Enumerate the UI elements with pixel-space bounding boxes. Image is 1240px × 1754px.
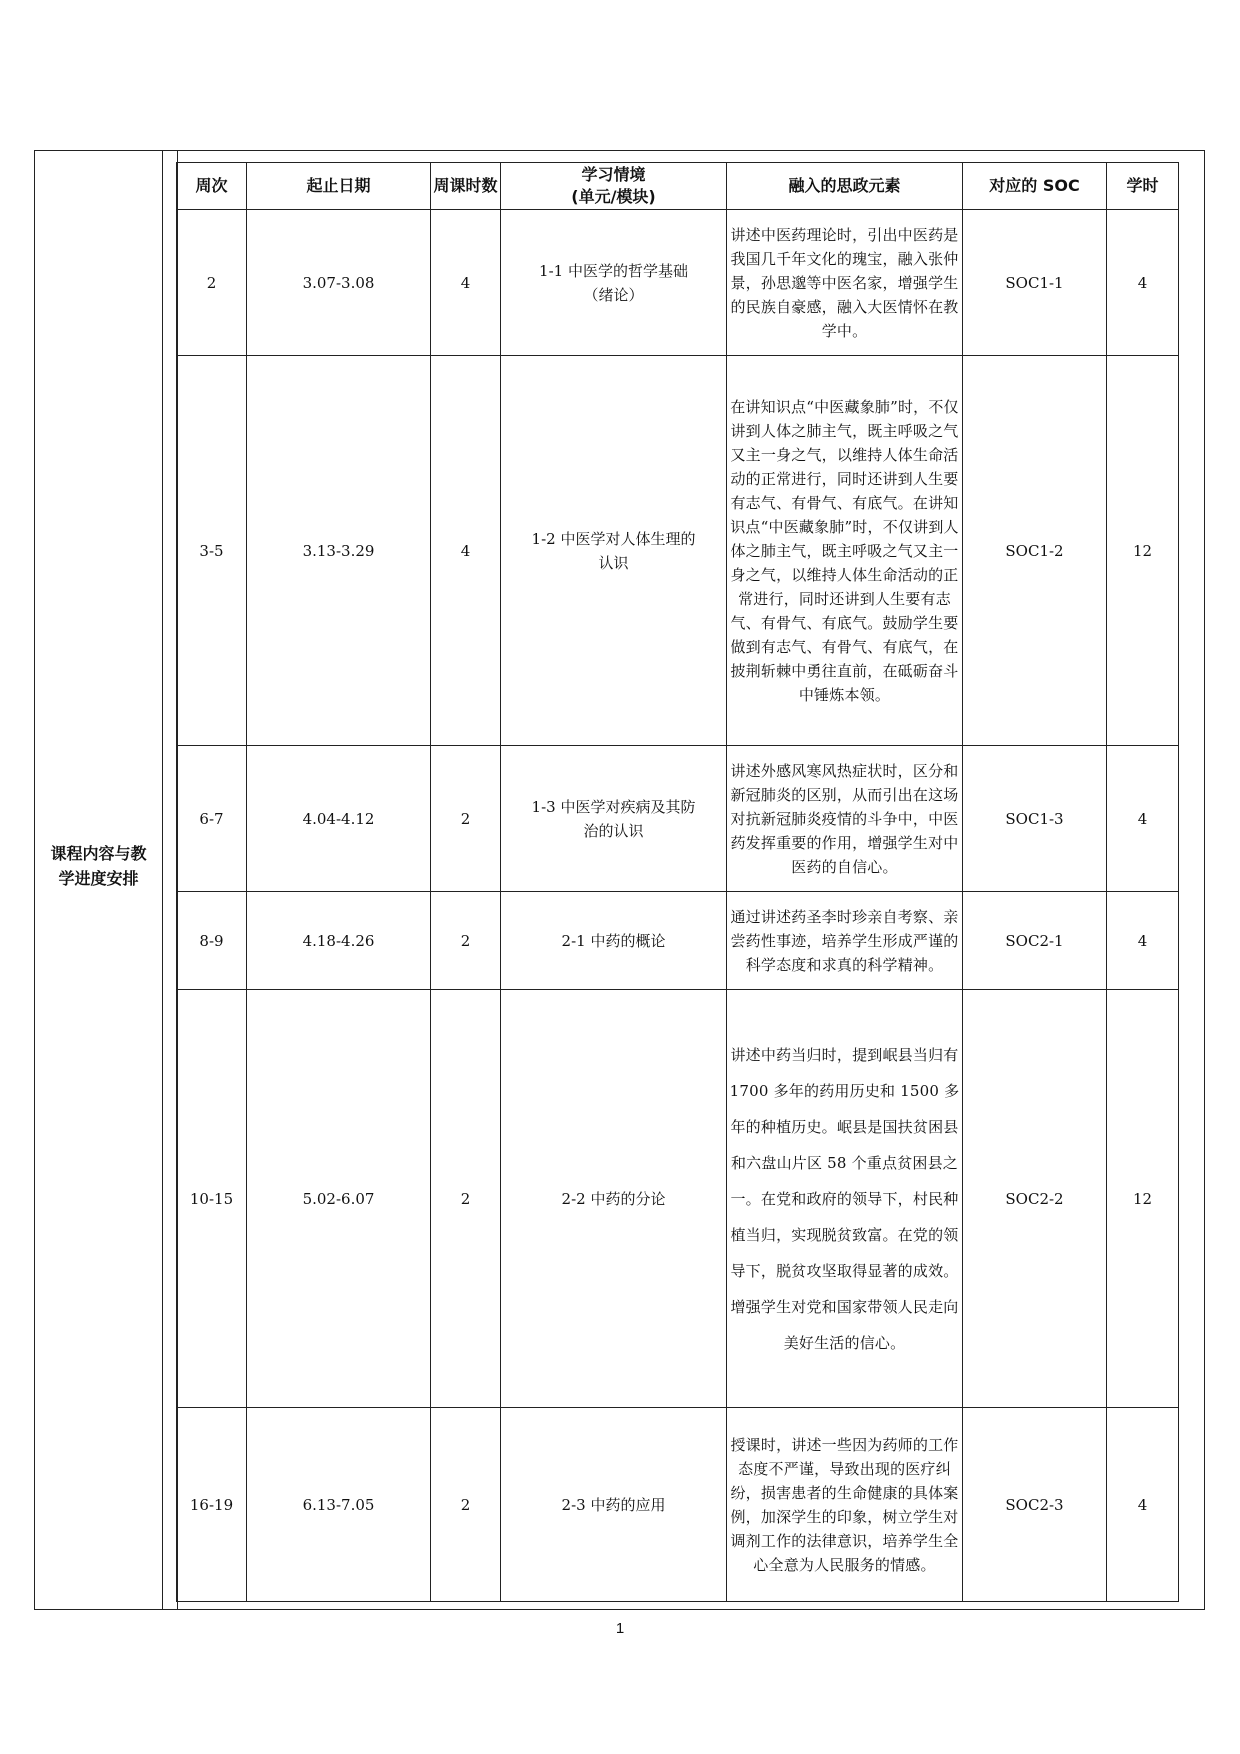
cell-dates: 4.04-4.12 (247, 746, 431, 892)
cell-week: 6-7 (177, 746, 247, 892)
section-label: 课程内容与教学进度安排 (50, 844, 147, 888)
cell-dates: 4.18-4.26 (247, 892, 431, 990)
cell-ideology: 通过讲述药圣李时珍亲自考察、亲尝药性事迹，培养学生形成严谨的科学态度和求真的科学精神。 (727, 892, 963, 990)
page-number: 1 (615, 1620, 625, 1637)
cell-hours: 12 (1107, 990, 1179, 1408)
cell-hours: 4 (1107, 1408, 1179, 1602)
side-column (35, 151, 163, 1609)
header-row (177, 163, 1179, 210)
cell-dates: 3.13-3.29 (247, 356, 431, 746)
header-weekly-hours: 周课时数 (431, 163, 501, 210)
cell-weekly-hours: 4 (431, 356, 501, 746)
table-row (177, 990, 1179, 1408)
cell-soc: SOC1-2 (963, 356, 1107, 746)
cell-module: 1-2 中医学对人体生理的认识 (501, 356, 727, 746)
header-module: 学习情境 (单元/模块) (501, 163, 727, 210)
table-row (177, 210, 1179, 356)
cell-week: 2 (177, 210, 247, 356)
cell-dates: 3.07-3.08 (247, 210, 431, 356)
cell-weekly-hours: 2 (431, 1408, 501, 1602)
cell-dates: 6.13-7.05 (247, 1408, 431, 1602)
cell-module: 1-1 中医学的哲学基础（绪论） (501, 210, 727, 356)
header-week: 周次 (177, 163, 247, 210)
cell-module: 2-2 中药的分论 (501, 990, 727, 1408)
cell-week: 8-9 (177, 892, 247, 990)
cell-module: 2-1 中药的概论 (501, 892, 727, 990)
cell-dates: 5.02-6.07 (247, 990, 431, 1408)
cell-soc: SOC1-1 (963, 210, 1107, 356)
cell-ideology: 讲述中医药理论时，引出中医药是我国几千年文化的瑰宝，融入张仲景，孙思邈等中医名家，增强学生的民族自豪感，融入大医情怀在教学中。 (727, 210, 963, 356)
cell-weekly-hours: 4 (431, 210, 501, 356)
cell-soc: SOC1-3 (963, 746, 1107, 892)
cell-ideology: 讲述中药当归时，提到岷县当归有 1700 多年的药用历史和 1500 多年的种植历史。岷县是国扶贫困县和六盘山片区 58 个重点贫困县之一。在党和政府的领导下，村民种植当归，实现脱贫致富。在党的领导下，脱贫攻坚取得显著的成效。增强学生对党和国家带领人民走向美好生活的信心。 (727, 990, 963, 1408)
cell-hours: 12 (1107, 356, 1179, 746)
cell-hours: 4 (1107, 210, 1179, 356)
header-soc: 对应的 SOC (963, 163, 1107, 210)
cell-ideology: 授课时，讲述一些因为药师的工作态度不严谨，导致出现的医疗纠纷，损害患者的生命健康的具体案例，加深学生的印象，树立学生对调剂工作的法律意识，培养学生全心全意为人民服务的情感。 (727, 1408, 963, 1602)
schedule-table (176, 162, 1179, 1602)
cell-soc: SOC2-3 (963, 1408, 1107, 1602)
cell-ideology: 在讲知识点“中医藏象肺”时，不仅讲到人体之肺主气，既主呼吸之气又主一身之气，以维持人体生命活动的正常进行，同时还讲到人生要有志气、有骨气、有底气。在讲知识点“中医藏象肺”时，不仅讲到人体之肺主气，既主呼吸之气又主一身之气，以维持人体生命活动的正常进行，同时还讲到人生要有志气、有骨气、有底气。鼓励学生要做到有志气、有骨气、有底气，在披荆斩棘中勇往直前，在砥砺奋斗中锤炼本领。 (727, 356, 963, 746)
cell-weekly-hours: 2 (431, 892, 501, 990)
cell-module: 2-3 中药的应用 (501, 1408, 727, 1602)
header-ideology: 融入的思政元素 (727, 163, 963, 210)
cell-weekly-hours: 2 (431, 990, 501, 1408)
table-row (177, 892, 1179, 990)
table-row (177, 356, 1179, 746)
cell-soc: SOC2-2 (963, 990, 1107, 1408)
cell-hours: 4 (1107, 746, 1179, 892)
header-dates: 起止日期 (247, 163, 431, 210)
cell-week: 10-15 (177, 990, 247, 1408)
cell-module: 1-3 中医学对疾病及其防治的认识 (501, 746, 727, 892)
cell-week: 3-5 (177, 356, 247, 746)
cell-soc: SOC2-1 (963, 892, 1107, 990)
cell-hours: 4 (1107, 892, 1179, 990)
table-row (177, 1408, 1179, 1602)
header-hours: 学时 (1107, 163, 1179, 210)
cell-weekly-hours: 2 (431, 746, 501, 892)
table-row (177, 746, 1179, 892)
cell-ideology: 讲述外感风寒风热症状时，区分和新冠肺炎的区别，从而引出在这场对抗新冠肺炎疫情的斗争中，中医药发挥重要的作用，增强学生对中医药的自信心。 (727, 746, 963, 892)
cell-week: 16-19 (177, 1408, 247, 1602)
